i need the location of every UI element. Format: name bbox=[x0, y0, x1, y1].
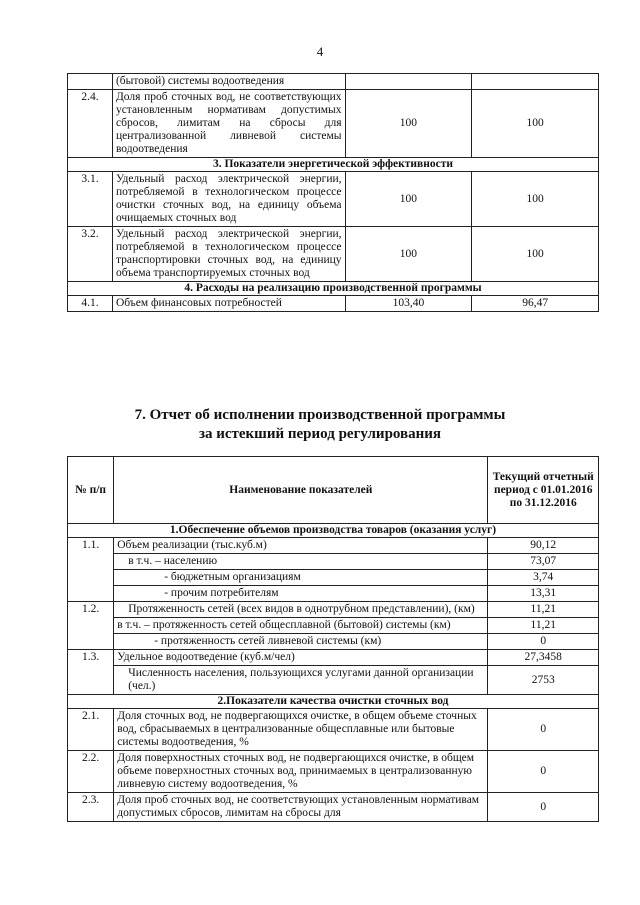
row-description: (бытовой) системы водоотведения bbox=[112, 74, 345, 90]
section-row bbox=[68, 524, 599, 538]
row-value-2: 96,47 bbox=[472, 296, 599, 312]
section-title: 1.Обеспечение объемов производства товаров (оказания услуг) bbox=[68, 524, 599, 538]
row-number: 1.2. bbox=[68, 602, 114, 650]
header-period: Текущий отчетный период с 01.01.2016 по 31.12.2016 bbox=[488, 457, 599, 524]
row-value: 11,21 bbox=[488, 602, 599, 618]
row-value-2: 100 bbox=[472, 227, 599, 282]
row-value: 0 bbox=[488, 793, 599, 822]
row-number: 1.3. bbox=[68, 650, 114, 695]
row-description: Объем финансовых потребностей bbox=[112, 296, 345, 312]
row-description: - протяженность сетей ливневой системы (км) bbox=[114, 634, 488, 650]
row-description: Удельный расход электрической энергии, потребляемой в технологическом процессе транспортировки сточных вод, на единицу объема транспортируемых сточных вод bbox=[112, 227, 345, 282]
row-value-2: 100 bbox=[472, 172, 599, 227]
table-row bbox=[68, 602, 599, 618]
section-row bbox=[68, 158, 599, 172]
row-value: 90,12 bbox=[488, 538, 599, 554]
row-description: Численность населения, пользующихся услугами данной организации (чел.) bbox=[114, 666, 488, 695]
row-value: 13,31 bbox=[488, 586, 599, 602]
table-row bbox=[68, 709, 599, 751]
row-value: 11,21 bbox=[488, 618, 599, 634]
table-row bbox=[68, 538, 599, 554]
section-title: 2.Показатели качества очистки сточных вод bbox=[68, 695, 599, 709]
report-heading-line1: 7. Отчет об исполнении производственной программы bbox=[134, 407, 506, 423]
row-description: - прочим потребителям bbox=[114, 586, 488, 602]
table-row bbox=[68, 666, 599, 695]
row-number: 2.2. bbox=[68, 751, 114, 793]
row-number: 3.2. bbox=[68, 227, 113, 282]
row-description: Удельный расход электрической энергии, потребляемой в технологическом процессе очистки сточных вод, на единицу объема очищаемых сточных вод bbox=[112, 172, 345, 227]
table-row bbox=[68, 618, 599, 634]
row-value: 0 bbox=[488, 634, 599, 650]
row-value: 0 bbox=[488, 709, 599, 751]
row-value-2: 100 bbox=[472, 90, 599, 158]
row-description: Доля проб сточных вод, не соответствующих установленным нормативам допустимых сбросов, лимитам на сбросы для bbox=[114, 793, 488, 822]
section-row bbox=[68, 282, 599, 296]
row-value-1: 100 bbox=[345, 90, 472, 158]
row-description: Протяженность сетей (всех видов в однотрубном представлении), (км) bbox=[114, 602, 488, 618]
row-description: Доля сточных вод, не подвергающихся очистке, в общем объеме сточных вод, сбрасываемых в централизованные общесплавные или бытовые системы водоотведения, % bbox=[114, 709, 488, 751]
header-name: Наименование показателей bbox=[114, 457, 488, 524]
row-value: 73,07 bbox=[488, 554, 599, 570]
row-value-1: 100 bbox=[345, 227, 472, 282]
table-row bbox=[68, 793, 599, 822]
row-number: 2.3. bbox=[68, 793, 114, 822]
page-number: 4 bbox=[316, 44, 324, 59]
table-row bbox=[68, 570, 599, 586]
row-description: в т.ч. – населению bbox=[114, 554, 488, 570]
execution-report-table bbox=[67, 456, 599, 822]
table-row bbox=[68, 227, 599, 282]
row-number: 4.1. bbox=[68, 296, 113, 312]
row-description: Объем реализации (тыс.куб.м) bbox=[114, 538, 488, 554]
table-row bbox=[68, 634, 599, 650]
row-number: 1.1. bbox=[68, 538, 114, 602]
table-row bbox=[68, 650, 599, 666]
row-value-1: 103,40 bbox=[345, 296, 472, 312]
row-description: Доля поверхностных сточных вод, не подвергающихся очистке, в общем объеме поверхностных сточных вод, принимаемых в централизованную ливневую систему водоотведения, % bbox=[114, 751, 488, 793]
section-title: 3. Показатели энергетической эффективности bbox=[68, 158, 599, 172]
table-row bbox=[68, 172, 599, 227]
row-value: 0 bbox=[488, 751, 599, 793]
row-number: 2.4. bbox=[68, 90, 113, 158]
section-row bbox=[68, 695, 599, 709]
row-value: 3,74 bbox=[488, 570, 599, 586]
table-row bbox=[68, 751, 599, 793]
table-row bbox=[68, 296, 599, 312]
table-row bbox=[68, 90, 599, 158]
row-value-2 bbox=[472, 74, 599, 90]
row-description: Удельное водоотведение (куб.м/чел) bbox=[114, 650, 488, 666]
row-value-1 bbox=[345, 74, 472, 90]
row-value: 27,3458 bbox=[488, 650, 599, 666]
table-row bbox=[68, 74, 599, 90]
row-description: в т.ч. – протяженность сетей общесплавной (бытовой) системы (км) bbox=[114, 618, 488, 634]
row-description: - бюджетным организациям bbox=[114, 570, 488, 586]
row-number: 3.1. bbox=[68, 172, 113, 227]
table-header-row bbox=[68, 457, 599, 524]
table-row bbox=[68, 554, 599, 570]
table-row bbox=[68, 586, 599, 602]
row-description: Доля проб сточных вод, не соответствующих установленным нормативам допустимых сбросов, лимитам на сбросы для централизованной ливневой системы водоотведения bbox=[112, 90, 345, 158]
section-title: 4. Расходы на реализацию производственной программы bbox=[68, 282, 599, 296]
row-value: 2753 bbox=[488, 666, 599, 695]
header-num: № п/п bbox=[68, 457, 114, 524]
row-number bbox=[68, 74, 113, 90]
row-number: 2.1. bbox=[68, 709, 114, 751]
indicators-table-continued bbox=[67, 73, 599, 312]
report-heading-line2: за истекший период регулирования bbox=[198, 426, 442, 442]
row-value-1: 100 bbox=[345, 172, 472, 227]
report-heading bbox=[0, 406, 640, 444]
